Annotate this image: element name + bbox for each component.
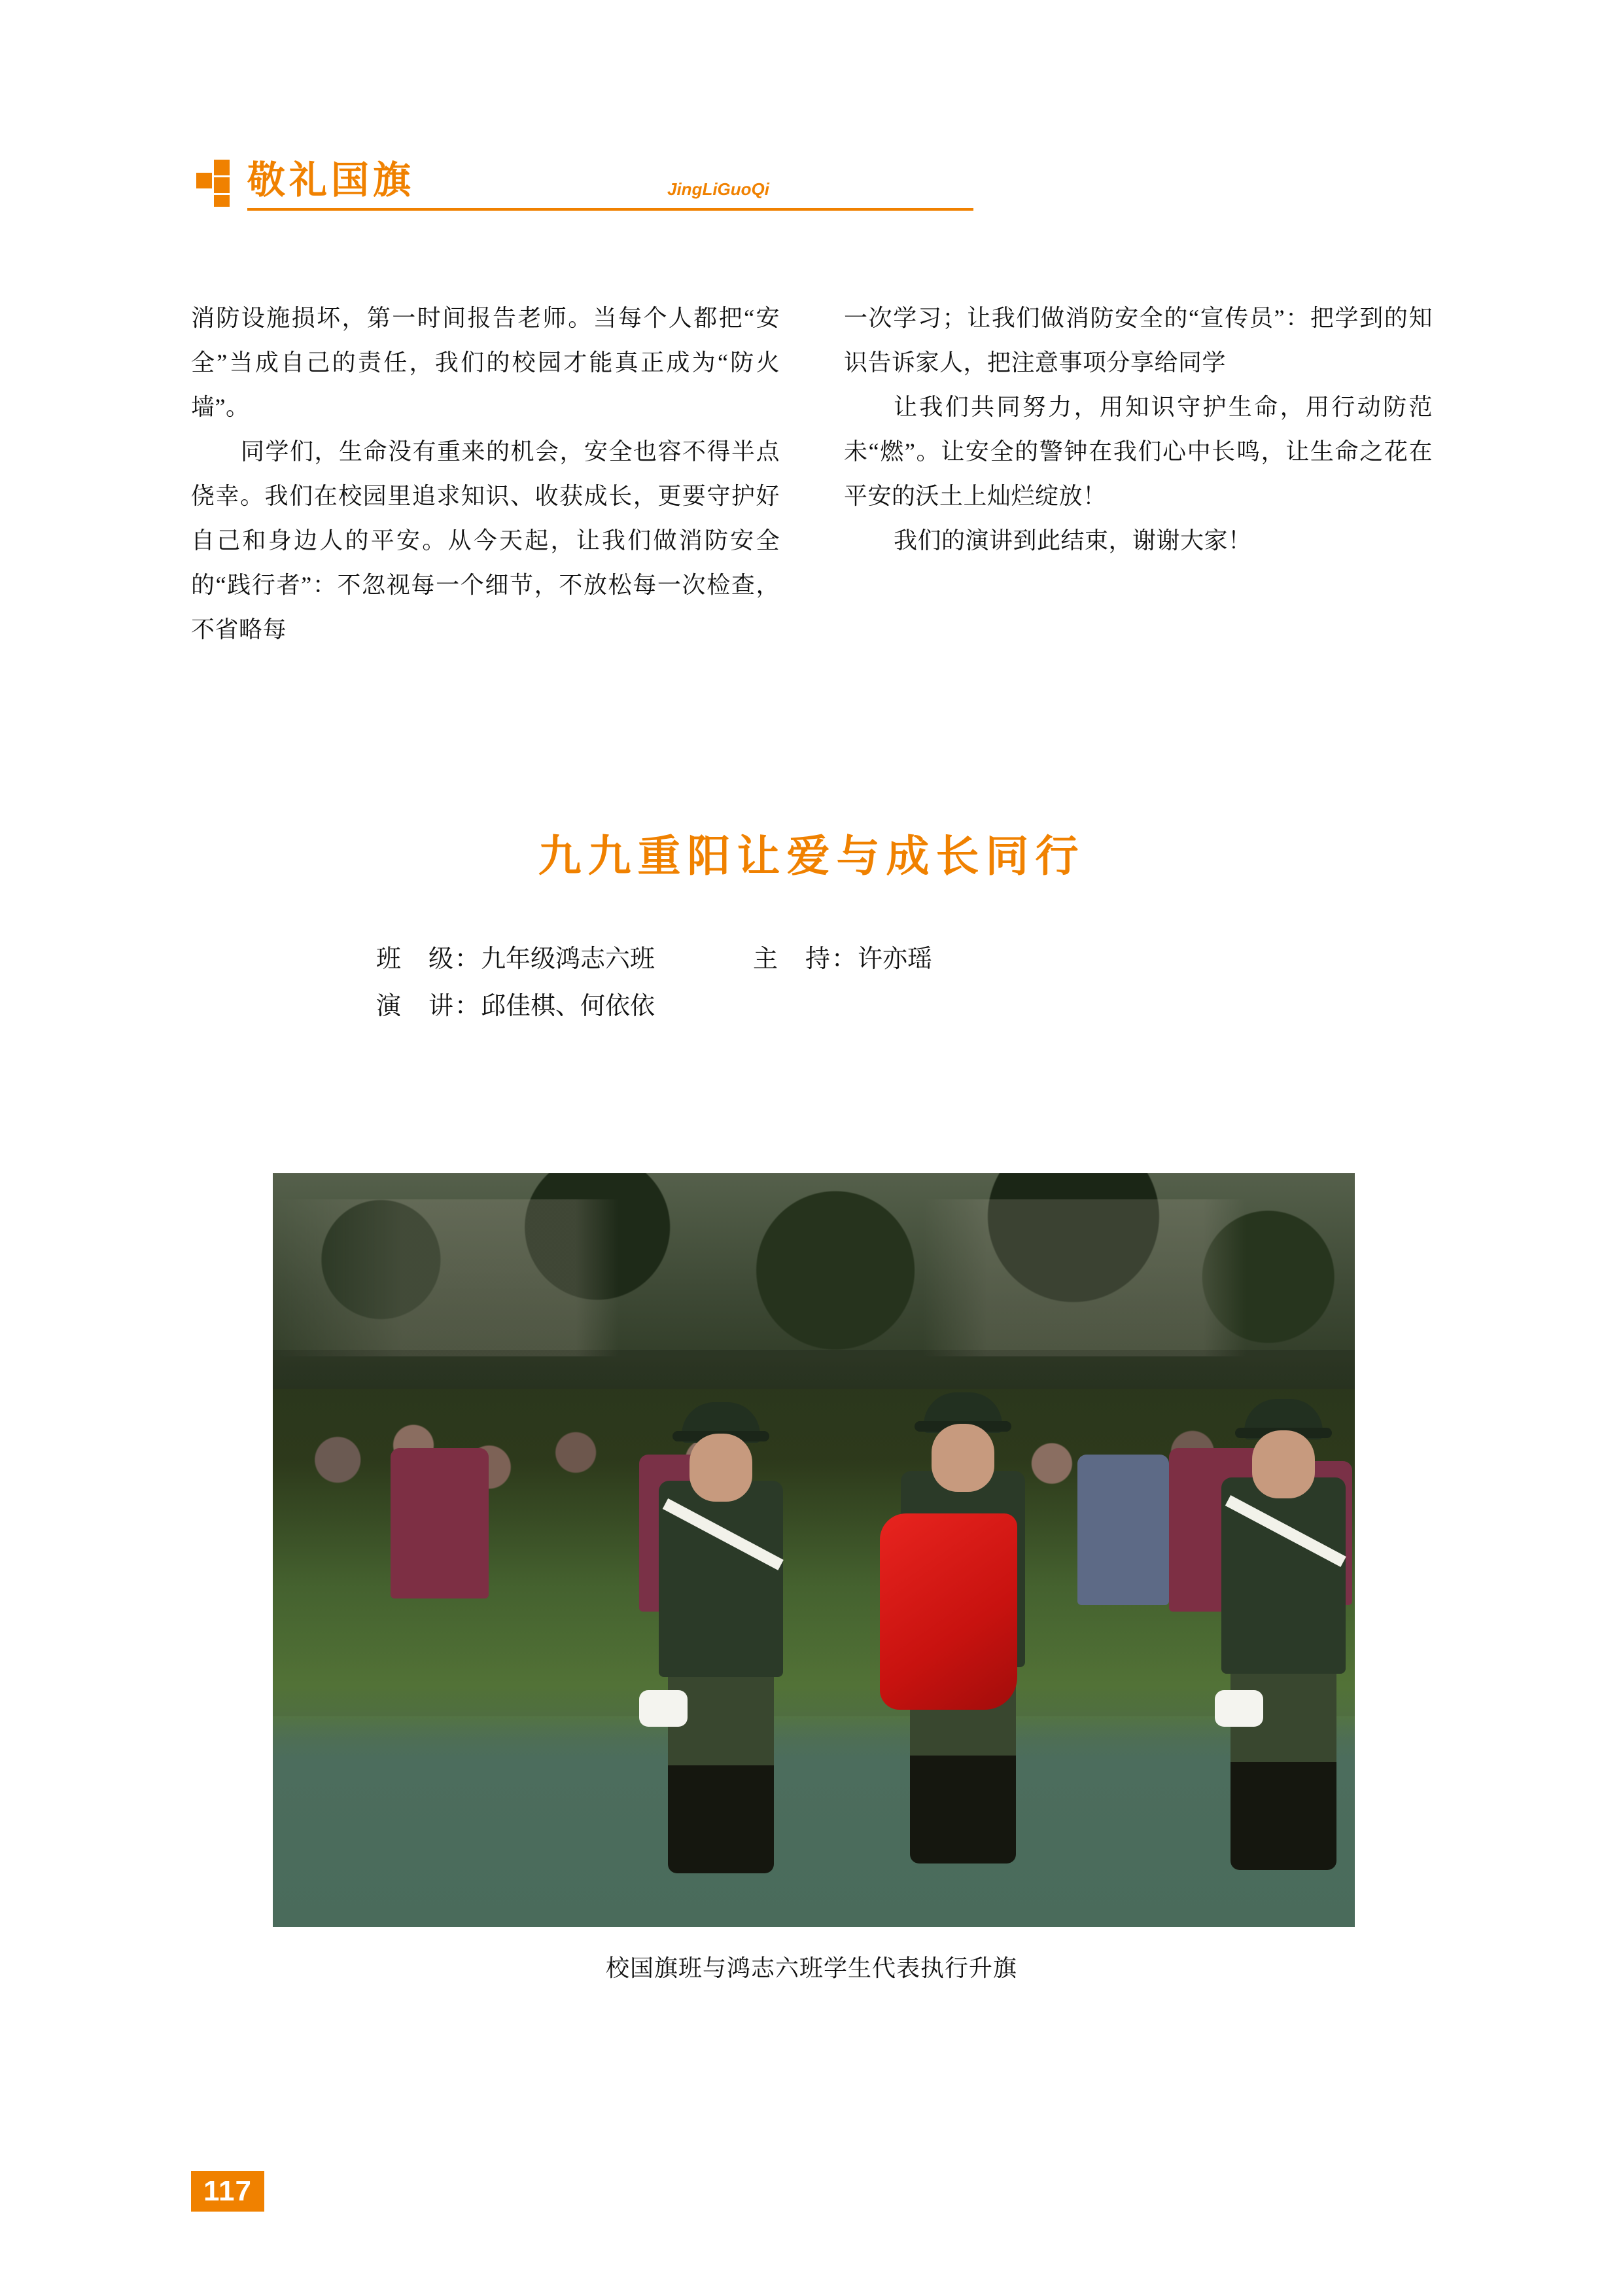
white-glove [1215, 1690, 1263, 1727]
honor-guard-figure [659, 1481, 783, 1677]
paragraph: 我们的演讲到此结束，谢谢大家！ [894, 527, 1252, 554]
article-title: 九九重阳让爱与成长同行 [538, 830, 1085, 881]
meta-row [376, 936, 1292, 983]
white-glove [639, 1690, 688, 1727]
paragraph: 消防设施损坏，第一时间报告老师。当每个人都把“安全”当成自己的责任，我们的校园才能真正成为“防火墙”。 [191, 305, 780, 420]
body-left-column [191, 296, 780, 652]
school-building [273, 1199, 1355, 1356]
header-divider [247, 208, 973, 211]
meta-label-speaker: 演 讲： [376, 993, 481, 1020]
article-meta [376, 936, 1292, 1030]
honor-guard-figure [1221, 1477, 1346, 1674]
guard-face [932, 1424, 994, 1492]
paragraph: 一次学习；让我们做消防安全的“宣传员”：把学到的知识告诉家人，把注意事项分享给同学 [844, 305, 1433, 376]
student-figure [391, 1448, 489, 1598]
meta-value-speaker: 邱佳棋、何依依 [481, 993, 655, 1020]
meta-value-class: 九年级鸿志六班 [481, 945, 655, 973]
meta-label-host: 主 持： [753, 945, 858, 973]
article-photo [273, 1173, 1355, 1927]
body-right-column [844, 296, 1433, 563]
section-title: 敬礼国旗 [247, 158, 415, 202]
paragraph: 同学们，生命没有重来的机会，安全也容不得半点侥幸。我们在校园里追求知识、收获成长，更要守护好自己和身边人的平安。从今天起，让我们做消防安全的“践行者”：不忽视每一个细节，不放松每一次检查，不省略每 [191, 438, 780, 643]
student-figure [1077, 1455, 1169, 1605]
brand-mark-icon [196, 160, 237, 200]
page-header [196, 145, 785, 224]
meta-spacer [655, 936, 753, 983]
national-flag [880, 1513, 1017, 1710]
guard-face [1252, 1430, 1315, 1498]
photo-caption: 校国旗班与鸿志六班学生代表执行升旗 [605, 1955, 1017, 1982]
paragraph: 让我们共同努力，用知识守护生命，用行动防范未“燃”。让安全的警钟在我们心中长鸣，让生命之花在平安的沃土上灿烂绽放！ [844, 394, 1433, 509]
photo-illustration [273, 1173, 1355, 1927]
meta-label-class: 班 级： [376, 945, 481, 973]
guard-face [689, 1434, 752, 1502]
page-number: 117 [191, 2171, 264, 2212]
guard-sash [1225, 1495, 1346, 1567]
section-title-pinyin: JingLiGuoQi [667, 179, 769, 199]
meta-row [376, 983, 1292, 1030]
meta-value-host: 许亦瑶 [858, 945, 933, 973]
guard-sash [663, 1498, 784, 1570]
